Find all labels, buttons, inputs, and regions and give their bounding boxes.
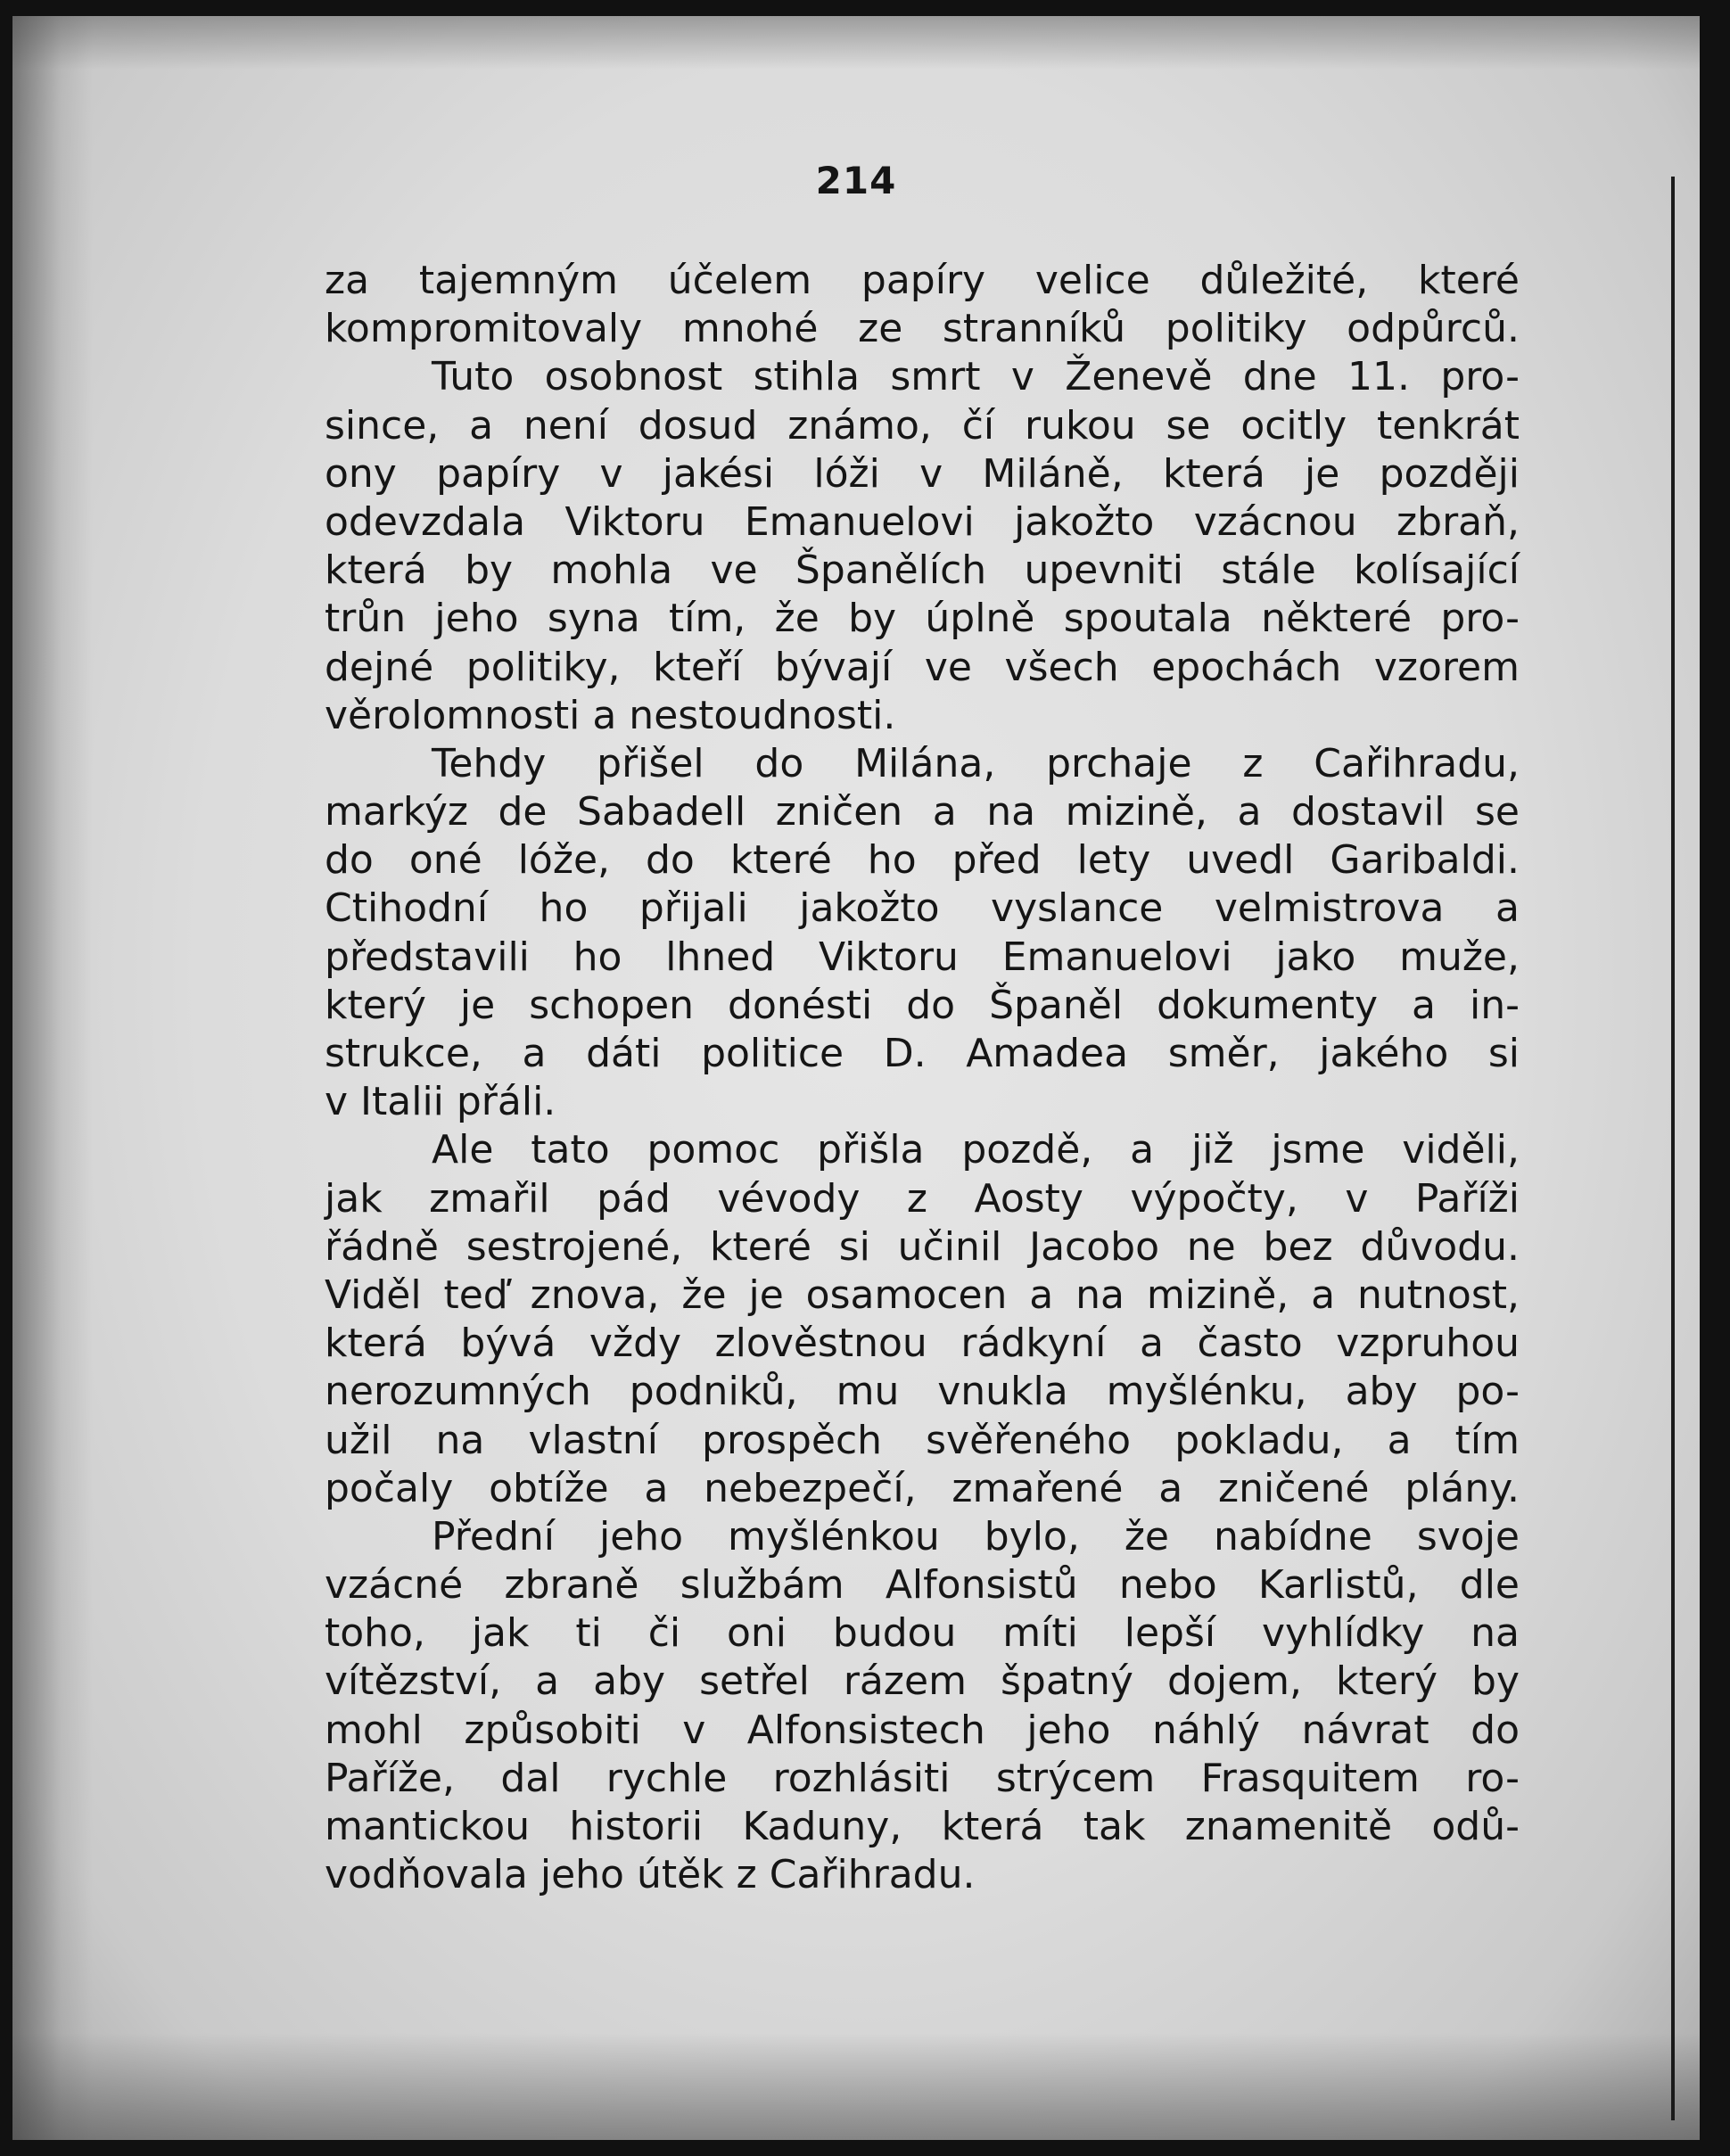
text-line: vzácné zbraně službám Alfonsistů nebo Karlistů, dle — [325, 1562, 1520, 1609]
text-line: jak zmařil pád vévody z Aosty výpočty, v Paříži — [325, 1175, 1520, 1222]
page-shadow-top — [12, 16, 1700, 70]
text-line: since, a není dosud známo, čí rukou se ocitly tenkrát — [325, 402, 1520, 448]
text-line: Paříže, dal rychle rozhlásiti strýcem Frasquitem ro- — [325, 1755, 1520, 1801]
text-line: v Italii přáli. — [325, 1079, 556, 1125]
page-shadow-bottom — [12, 2033, 1700, 2140]
page-shadow-left — [12, 16, 93, 2140]
text-line: který je schopen donésti do Španěl dokumenty a in- — [325, 982, 1520, 1028]
text-line: Viděl teď znova, že je osamocen a na mizině, a nutnost, — [325, 1271, 1520, 1318]
text-line: za tajemným účelem papíry velice důležité, které — [325, 258, 1520, 303]
text-line: trůn jeho syna tím, že by úplně spoutala některé pro- — [325, 596, 1520, 642]
text-line: mantickou historii Kaduny, která tak znamenitě odů- — [325, 1804, 1520, 1849]
text-line: Tuto osobnost stihla smrt v Ženevě dne 11. pro- — [432, 354, 1520, 400]
text-line: odevzdala Viktoru Emanuelovi jakožto vzácnou zbraň, — [325, 498, 1520, 545]
text-line: ony papíry v jakési lóži v Miláně, která je později — [325, 450, 1520, 497]
book-page — [12, 16, 1700, 2140]
page-edge-line — [1671, 177, 1675, 2120]
body-text — [325, 257, 1520, 1899]
text-line: věrolomnosti a nestoudnosti. — [325, 692, 896, 738]
text-line: představili ho lhned Viktoru Emanuelovi jako muže, — [325, 934, 1520, 980]
text-line: strukce, a dáti politice D. Amadea směr, jakého si — [325, 1031, 1520, 1076]
text-line: Ale tato pomoc přišla pozdě, a již jsme viděli, — [432, 1127, 1520, 1173]
text-line: vodňovala jeho útěk z Cařihradu. — [325, 1852, 976, 1898]
text-line: která bývá vždy zlověstnou rádkyní a často vzpruhou — [325, 1321, 1520, 1367]
text-line: která by mohla ve Španělích upevniti stále kolísající — [325, 547, 1520, 594]
text-line: toho, jak ti či oni budou míti lepší vyhlídky na — [325, 1610, 1520, 1657]
text-line: kompromitovaly mnohé ze stranníků politiky odpůrců. — [325, 306, 1520, 352]
text-line: řádně sestrojené, které si učinil Jacobo ne bez důvodu. — [325, 1223, 1520, 1270]
text-line: nerozumných podniků, mu vnukla myšlénku, aby po- — [325, 1369, 1520, 1415]
text-line: Přední jeho myšlénkou bylo, že nabídne svoje — [432, 1513, 1520, 1559]
text-line: užil na vlastní prospěch svěřeného pokladu, a tím — [325, 1417, 1520, 1463]
text-line: Ctihodní ho přijali jakožto vyslance velmistrova a — [325, 885, 1520, 932]
text-line: Tehdy přišel do Milána, prchaje z Cařihradu, — [432, 740, 1520, 786]
text-line: do oné lóže, do které ho před lety uvedl Garibaldi. — [325, 837, 1520, 884]
page-number: 214 — [815, 159, 897, 202]
text-line: dejné politiky, kteří bývají ve všech epochách vzorem — [325, 644, 1520, 690]
text-line: vítězství, a aby setřel rázem špatný dojem, který by — [325, 1658, 1520, 1705]
text-line: mohl způsobiti v Alfonsistech jeho náhlý návrat do — [325, 1707, 1520, 1753]
text-line: počaly obtíže a nebezpečí, zmařené a zničené plány. — [325, 1465, 1520, 1511]
text-line: markýz de Sabadell zničen a na mizině, a dostavil se — [325, 789, 1520, 835]
